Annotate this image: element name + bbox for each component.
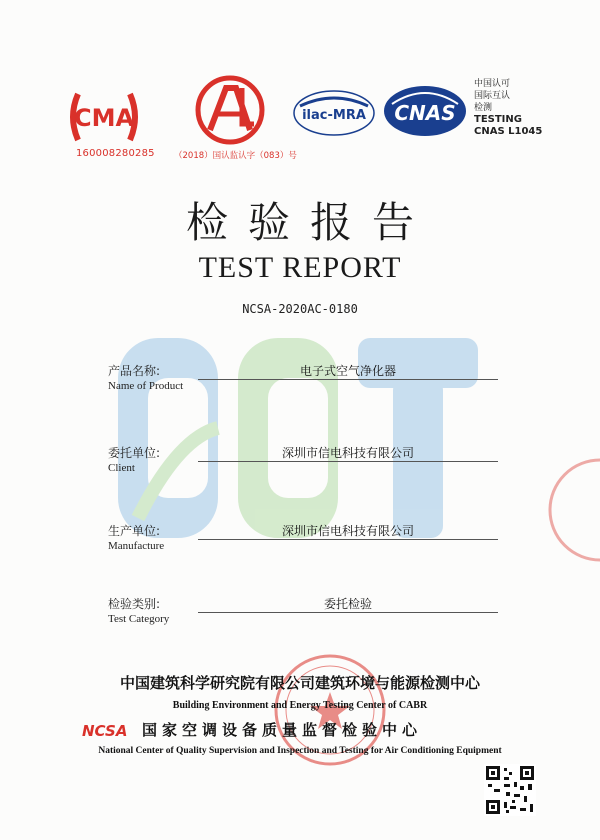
field-client bbox=[108, 444, 508, 494]
field-value: 深圳市信电科技有限公司 bbox=[281, 524, 414, 538]
report-title-cn: 检验报告 bbox=[185, 198, 434, 247]
ncsa-logo bbox=[82, 720, 138, 740]
field-label-cn: 生产单位: bbox=[108, 524, 161, 538]
ilac-logo-text: ilac-MRA bbox=[302, 108, 366, 123]
field-underline bbox=[198, 379, 498, 380]
cal-logo bbox=[192, 74, 268, 146]
ilac-mra-logo bbox=[292, 88, 376, 138]
field-underline bbox=[198, 612, 498, 613]
field-value: 深圳市信电科技有限公司 bbox=[281, 446, 414, 460]
ncsa-logo-text: NCSA bbox=[82, 722, 128, 740]
cnas-logo bbox=[382, 84, 468, 138]
cnas-info-line: TESTING bbox=[474, 114, 522, 125]
cnas-info-line: CNAS L1045 bbox=[474, 126, 543, 137]
cma-logo-text: CMA bbox=[73, 104, 135, 132]
org-name-cn: 中国建筑科学研究院有限公司建筑环境与能源检测中心 bbox=[119, 674, 480, 692]
field-label-en: Manufacture bbox=[108, 540, 165, 552]
report-title-en: TEST REPORT bbox=[198, 251, 402, 284]
field-label-cn: 产品名称: bbox=[108, 364, 161, 378]
field-manufacture bbox=[108, 522, 508, 572]
report-number: NCSA-2020AC-0180 bbox=[242, 302, 358, 316]
edge-seal bbox=[540, 455, 600, 565]
field-label-cn: 委托单位: bbox=[108, 446, 161, 460]
cnas-logo-text: CNAS bbox=[394, 101, 456, 125]
cnas-info-line: 检测 bbox=[474, 103, 493, 113]
field-test-category bbox=[108, 595, 508, 645]
field-label-en: Test Category bbox=[108, 613, 170, 625]
field-label-cn: 检验类别: bbox=[108, 597, 161, 611]
field-underline bbox=[198, 539, 498, 540]
field-underline bbox=[198, 461, 498, 462]
cnas-info bbox=[474, 78, 542, 138]
ncsa-name-cn: 国家空调设备质量监督检验中心 bbox=[142, 721, 423, 739]
field-label-en: Client bbox=[108, 462, 135, 474]
cnas-info-line: 国际互认 bbox=[474, 91, 511, 101]
ncsa-row bbox=[82, 718, 522, 742]
ncsa-name-en: National Center of Quality Supervision and Inspection and Testing for Air Conditioning Equipment bbox=[98, 746, 502, 756]
cma-logo bbox=[64, 88, 144, 146]
field-value: 电子式空气净化器 bbox=[299, 364, 396, 378]
cma-number: 160008280285 bbox=[76, 148, 155, 159]
cnas-info-line: 中国认可 bbox=[474, 79, 511, 89]
qr-code bbox=[484, 764, 536, 816]
field-product-name bbox=[108, 362, 508, 412]
accreditation-logos bbox=[64, 74, 564, 174]
field-value: 委托检验 bbox=[323, 597, 372, 611]
cal-number: （2018）国认监认字（083）号 bbox=[174, 151, 297, 161]
field-label-en: Name of Product bbox=[108, 380, 184, 392]
org-name-en: Building Environment and Energy Testing Center of CABR bbox=[172, 700, 428, 711]
